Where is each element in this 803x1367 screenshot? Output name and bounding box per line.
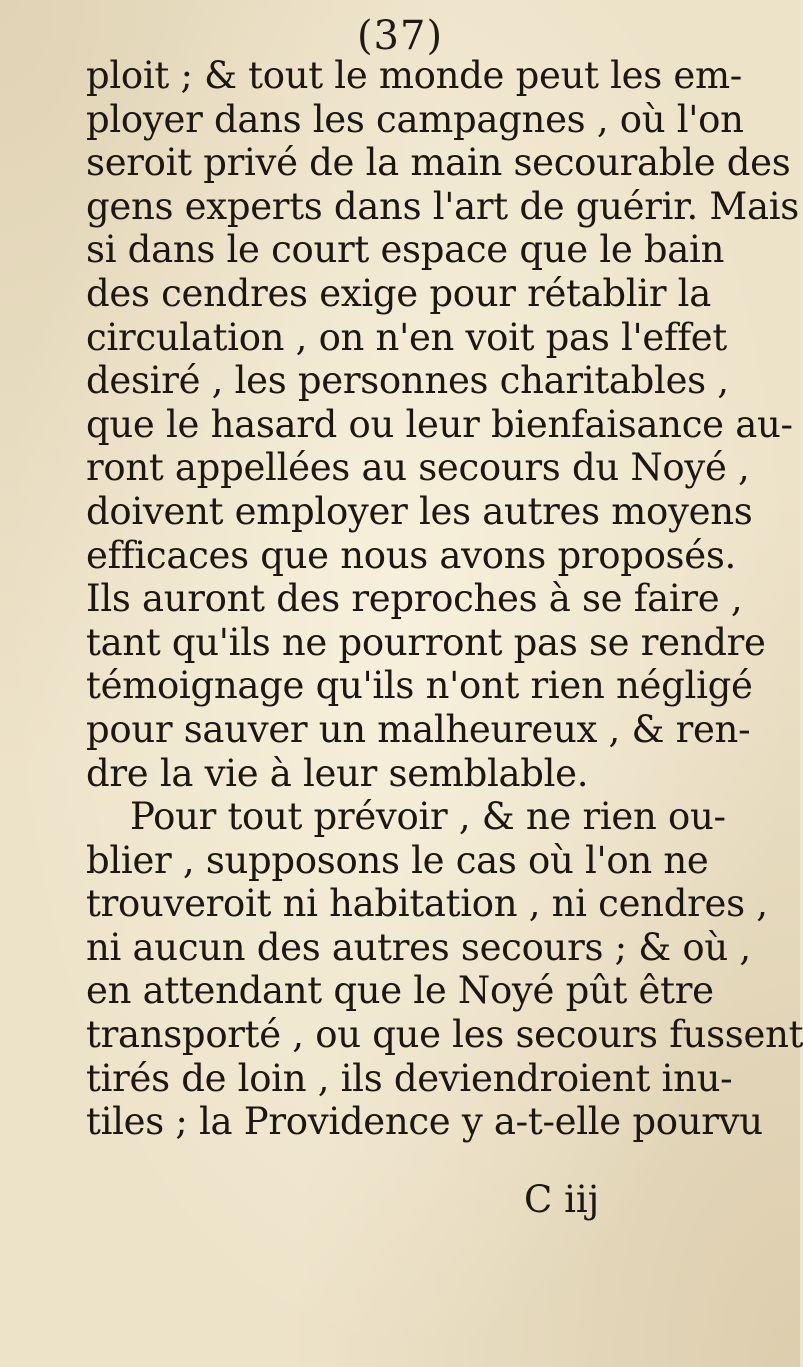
text-line: si dans le court espace que le bain (86, 228, 725, 272)
text-line: tant qu'ils ne pourront pas se rendre (86, 620, 766, 664)
text-line: témoignage qu'ils n'ont rien négligé (86, 664, 753, 708)
text-line: tiles ; la Providence y a-t-elle pourvu (86, 1100, 763, 1144)
text-line: des cendres exige pour rétablir la (86, 271, 711, 315)
text-line: Ils auront des reproches à se faire , (86, 577, 743, 621)
text-line: doivent employer les autres moyens (86, 489, 753, 533)
text-line: trouveroit ni habitation , ni cendres , (86, 882, 768, 926)
text-line: ni aucun des autres secours ; & où , (86, 925, 751, 969)
text-line: que le hasard ou leur bienfaisance au- (86, 402, 793, 446)
text-line: en attendant que le Noyé pût être (86, 969, 714, 1013)
text-line: efficaces que nous avons proposés. (86, 533, 736, 577)
text-line: pour sauver un malheureux , & ren- (86, 707, 751, 751)
text-line: gens experts dans l'art de guérir. Mais (86, 184, 799, 228)
text-line: tirés de loin , ils deviendroient inu- (86, 1056, 733, 1100)
text-line: ploit ; & tout le monde peut les em- (86, 54, 743, 97)
text-line: ront appellées au secours du Noyé , (86, 446, 750, 490)
paragraph-end-line: dre la vie à leur semblable. (86, 751, 589, 795)
text-line: seroit privé de la main secourable des (86, 141, 791, 185)
text-line: ployer dans les campagnes , où l'on (86, 97, 744, 141)
text-line: desiré , les personnes charitables , (86, 359, 729, 403)
paragraph-start-line: Pour tout prévoir , & ne rien ou- (130, 795, 726, 839)
body-text (86, 54, 803, 1144)
signature-text: C iij (524, 1178, 600, 1221)
page-number: (37) (356, 13, 444, 59)
text-line: blier , supposons le cas où l'on ne (86, 838, 709, 882)
text-line: circulation , on n'en voit pas l'effet (86, 315, 727, 359)
text-line: transporté , ou que les secours fussent (86, 1013, 803, 1057)
